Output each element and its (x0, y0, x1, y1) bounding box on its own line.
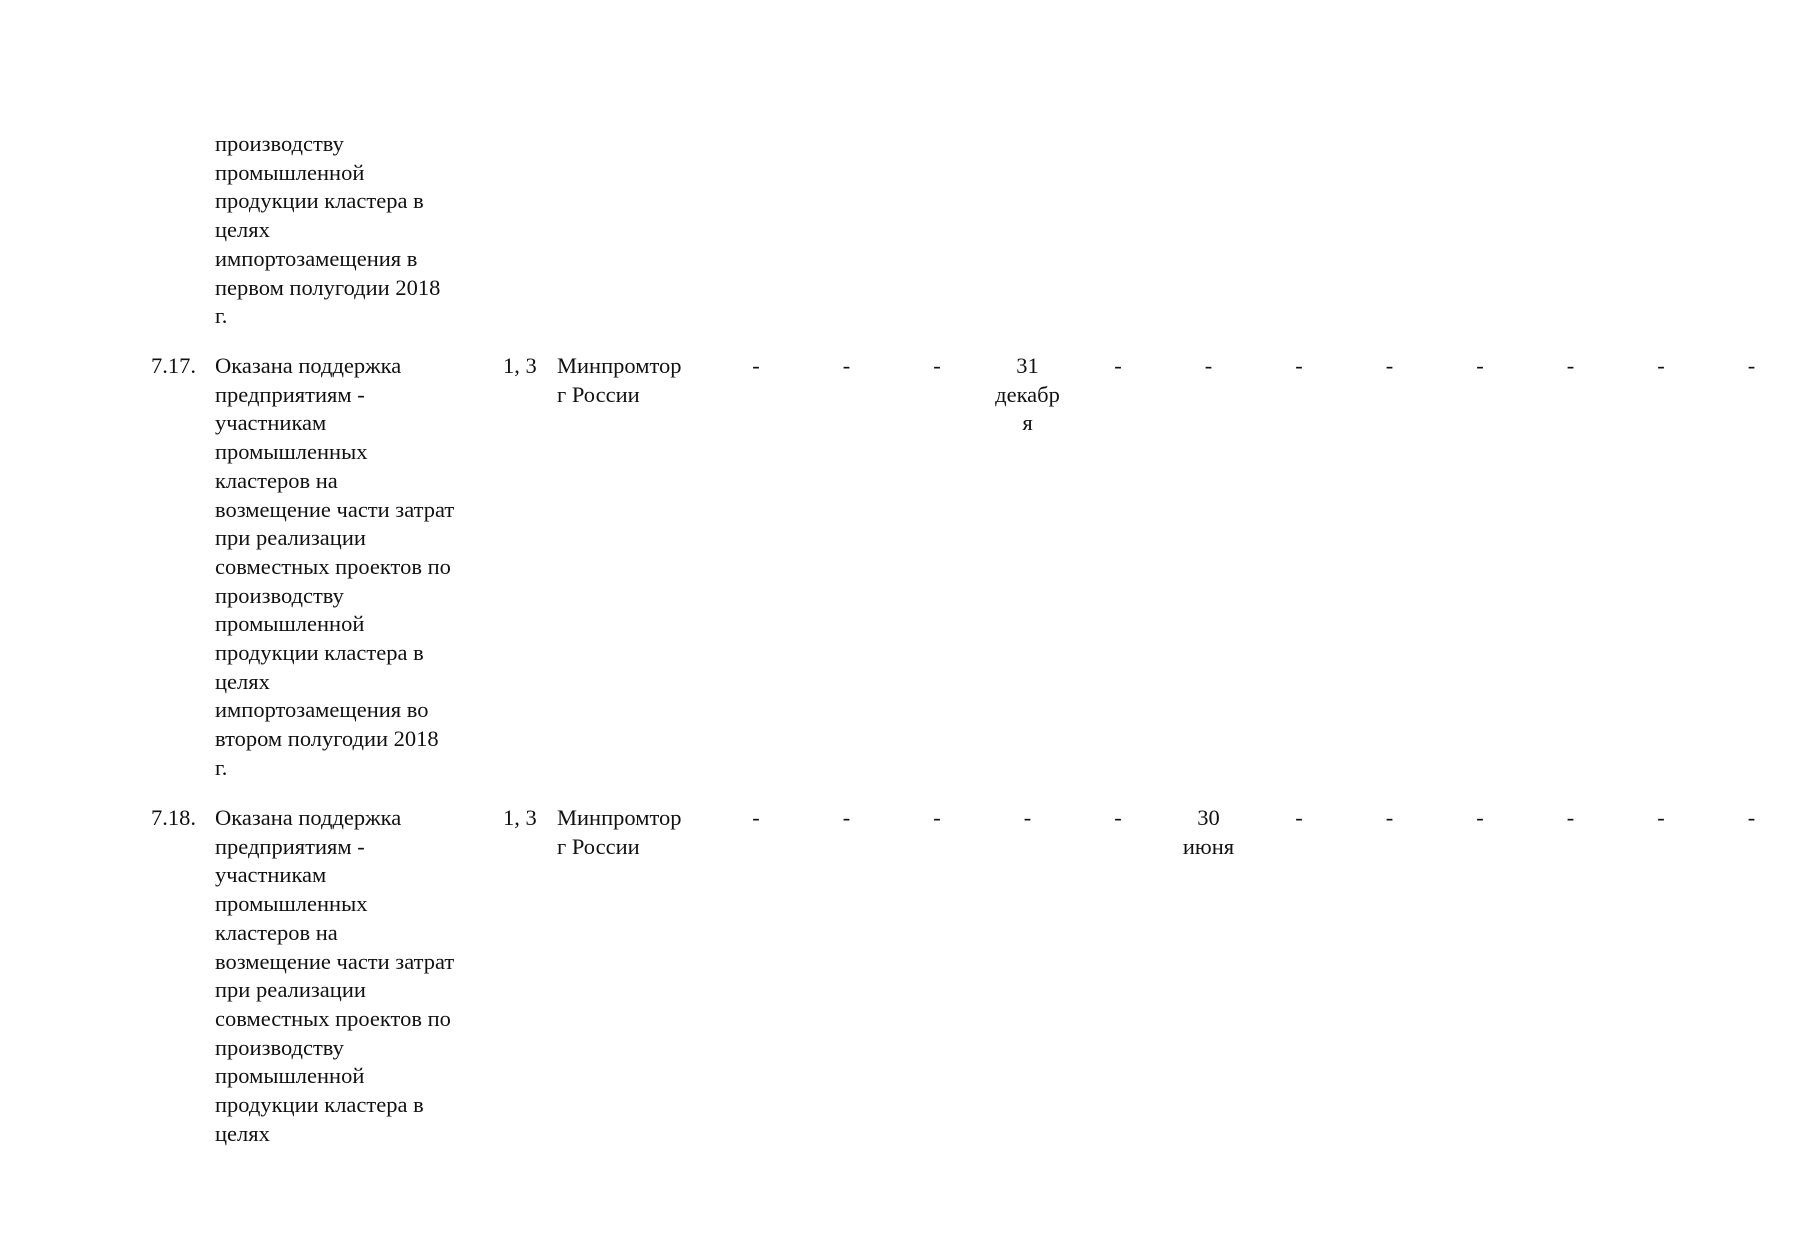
period-cell: - (1566, 805, 1575, 830)
period-cell: - (752, 353, 760, 378)
period-cell: - (1023, 805, 1032, 830)
period-cell: - (933, 353, 941, 378)
period-cell: - (1476, 805, 1484, 830)
period-cell: - (1566, 353, 1575, 378)
period-cell: - (1657, 353, 1665, 378)
period-cell: - (1747, 805, 1756, 830)
row-number: 7.17. (151, 353, 196, 378)
period-cell: - (1204, 353, 1213, 378)
row-number: 7.18. (151, 805, 196, 830)
period-cell: - (842, 353, 851, 378)
period-cell: 31 декабр я (995, 353, 1060, 436)
row-sources: 1, 3 (503, 805, 537, 830)
row-responsible: Минпромтор г России (557, 805, 682, 859)
period-cell: - (1114, 353, 1122, 378)
period-cell: - (752, 805, 760, 830)
row-description: Оказана поддержка предприятиям - участникам промышленных кластеров на возмещение части затрат при реализации совместных проектов по производству промышленной продукции кластера в целях (215, 805, 455, 1146)
period-cell: - (842, 805, 851, 830)
row-sources: 1, 3 (503, 353, 537, 378)
period-cell: - (1385, 805, 1394, 830)
period-cell: - (1385, 353, 1394, 378)
row-responsible: Минпромтор г России (557, 353, 682, 407)
row-description: Оказана поддержка предприятиям - участникам промышленных кластеров на возмещение части затрат при реализации совместных проектов по производству промышленной продукции кластера в целях импортозамещения во втором полугодии 2018 г. (215, 353, 455, 780)
continued-description: производству промышленной продукции кластера в целях импортозамещения в первом полугодии 2018 г. (215, 131, 441, 329)
period-cell: - (1747, 353, 1756, 378)
period-cell: - (1114, 805, 1122, 830)
period-cell: - (1295, 805, 1303, 830)
period-cell: - (1295, 353, 1303, 378)
period-cell: - (933, 805, 941, 830)
period-cell: - (1476, 353, 1484, 378)
period-cell: 30 июня (1182, 805, 1235, 859)
period-cell: - (1657, 805, 1665, 830)
